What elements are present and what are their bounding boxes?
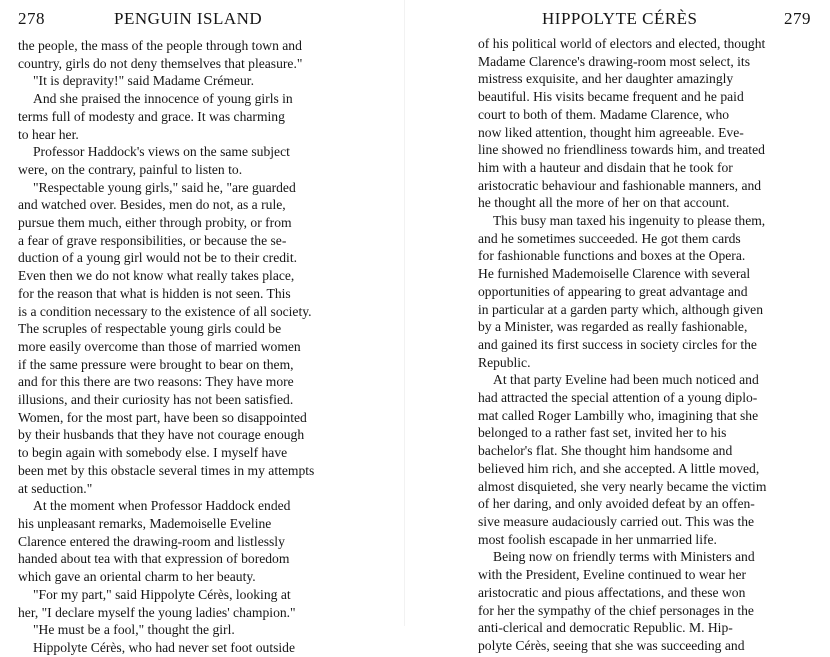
text-line: beautiful. His visits became frequent and he paid xyxy=(478,89,744,105)
text-line: And she praised the innocence of young girls in xyxy=(33,91,293,107)
text-line: and watched over. Besides, men do not, as a rule, xyxy=(18,197,286,213)
text-line: anti-clerical and democratic Republic. M. Hip- xyxy=(478,620,733,636)
text-line: most foolish escapade in her unmarried life. xyxy=(478,531,717,547)
text-line: her, "I declare myself the young ladies' champion." xyxy=(18,604,296,620)
text-line: to hear her. xyxy=(18,126,79,142)
text-line: Even then we do not know what really takes place, xyxy=(18,268,295,284)
text-line: Clarence entered the drawing-room and listlessly xyxy=(18,533,285,549)
text-line: believed him rich, and she accepted. A little moved, xyxy=(478,460,760,476)
text-line: his unpleasant remarks, Mademoiselle Eveline xyxy=(18,515,272,531)
text-line: line showed no friendliness towards him, and treated xyxy=(478,142,765,158)
text-line: at seduction." xyxy=(18,480,93,496)
text-line: Madame Clarence's drawing-room most select, its xyxy=(478,53,750,69)
text-line: for the reason that what is hidden is not seen. This xyxy=(18,285,291,301)
text-line: illusions, and their curiosity has not been satisfied. xyxy=(18,392,294,408)
text-line: now liked attention, thought him agreeable. Eve- xyxy=(478,124,744,140)
text-line: duction of a young girl would not be to their credit. xyxy=(18,250,297,266)
text-line: He furnished Mademoiselle Clarence with several xyxy=(478,266,751,282)
text-line: aristocratic behaviour and fashionable manners, and xyxy=(478,177,762,193)
text-line: to begin again with somebody else. I myself have xyxy=(18,445,288,461)
text-line: been met by this obstacle several times in my attempts xyxy=(18,462,315,478)
text-line: At the moment when Professor Haddock ended xyxy=(33,498,291,514)
text-line: for her the sympathy of the chief personages in the xyxy=(478,602,754,618)
text-line: This busy man taxed his ingenuity to please them, xyxy=(493,213,766,229)
text-line: the people, the mass of the people through town and xyxy=(18,38,302,53)
right-page-body xyxy=(478,35,811,655)
right-running-title: HIPPOLYTE CÉRÈS xyxy=(542,9,698,28)
text-line: which gave an oriental charm to her beauty. xyxy=(18,569,256,585)
text-line: had attracted the special attention of a young diplo- xyxy=(478,390,758,406)
text-line: were, on the contrary, painful to listen to. xyxy=(18,161,243,177)
text-line: is a condition necessary to the existence of all society. xyxy=(18,303,312,319)
text-line: a fear of grave responsibilities, or because the se- xyxy=(18,232,287,248)
text-line: mat called Roger Lambilly who, imagining that she xyxy=(478,407,759,423)
text-line: "Respectable young girls," said he, "are guarded xyxy=(33,179,296,195)
text-line: opportunities of appearing to great advantage and xyxy=(478,283,748,299)
text-line: and he sometimes succeeded. He got them cards xyxy=(478,230,741,246)
text-line: pursue them much, either through probity, or from xyxy=(18,215,292,231)
text-line: Hippolyte Cérès, who had never set foot outside xyxy=(33,639,295,655)
text-line: him with a hauteur and disdain that he took for xyxy=(478,159,733,175)
left-page-number: 278 xyxy=(18,9,45,28)
text-line: Women, for the most part, have been so disappointed xyxy=(18,409,307,425)
text-line: for fashionable functions and boxes at the Opera. xyxy=(478,248,746,264)
left-page-body xyxy=(18,37,352,657)
text-line: by their husbands that they have not courage enough xyxy=(18,427,305,443)
text-line: "It is depravity!" said Madame Crémeur. xyxy=(33,73,254,89)
text-line: The scruples of respectable young girls could be xyxy=(18,321,282,337)
right-page xyxy=(478,0,811,653)
text-line: sive measure audaciously carried out. This was the xyxy=(478,513,755,529)
text-line: and gained its first success in society circles for the xyxy=(478,336,757,352)
right-running-head xyxy=(478,0,811,30)
text-line: Republic. xyxy=(478,354,531,370)
text-line: in particular at a garden party which, although given xyxy=(478,301,763,317)
book-gutter xyxy=(404,0,405,626)
text-line: he thought all the more of her on that account. xyxy=(478,195,730,211)
text-line: of her daring, and only avoided defeat by an offen- xyxy=(478,496,755,512)
text-line: At that party Eveline had been much noticed and xyxy=(493,372,759,388)
text-line: Being now on friendly terms with Ministers and xyxy=(493,549,755,565)
text-line: terms full of modesty and grace. It was charming xyxy=(18,108,285,124)
text-line: "For my part," said Hippolyte Cérès, looking at xyxy=(33,586,291,602)
text-line: "He must be a fool," thought the girl. xyxy=(33,622,235,638)
text-line: more easily overcome than those of married women xyxy=(18,338,301,354)
text-line: country, girls do not deny themselves that pleasure." xyxy=(18,55,303,71)
text-line: with the President, Eveline continued to wear her xyxy=(478,567,747,583)
text-line: polyte Cérès, seeing that she was succeeding and xyxy=(478,637,745,653)
text-line: bachelor's flat. She thought him handsome and xyxy=(478,443,733,459)
text-line: if the same pressure were brought to bear on them, xyxy=(18,356,294,372)
right-page-number: 279 xyxy=(784,9,811,28)
left-running-head xyxy=(18,0,352,30)
text-line: court to both of them. Madame Clarence, who xyxy=(478,106,730,122)
text-line: aristocratic and pious affectations, and these won xyxy=(478,584,746,600)
left-page xyxy=(18,0,352,655)
text-line: of his political world of electors and elected, thought xyxy=(478,36,766,51)
text-line: mistress exquisite, and her daughter amazingly xyxy=(478,71,734,87)
text-line: almost disquieted, she very nearly became the victim xyxy=(478,478,767,494)
text-line: handed about tea with that expression of boredom xyxy=(18,551,290,567)
text-line: and for this there are two reasons: They have more xyxy=(18,374,294,390)
text-line: by a Minister, was regarded as really fashionable, xyxy=(478,319,748,335)
text-line: belonged to a rather fast set, invited her to his xyxy=(478,425,727,441)
text-line: Professor Haddock's views on the same subject xyxy=(33,144,290,160)
left-running-title: PENGUIN ISLAND xyxy=(114,9,263,28)
